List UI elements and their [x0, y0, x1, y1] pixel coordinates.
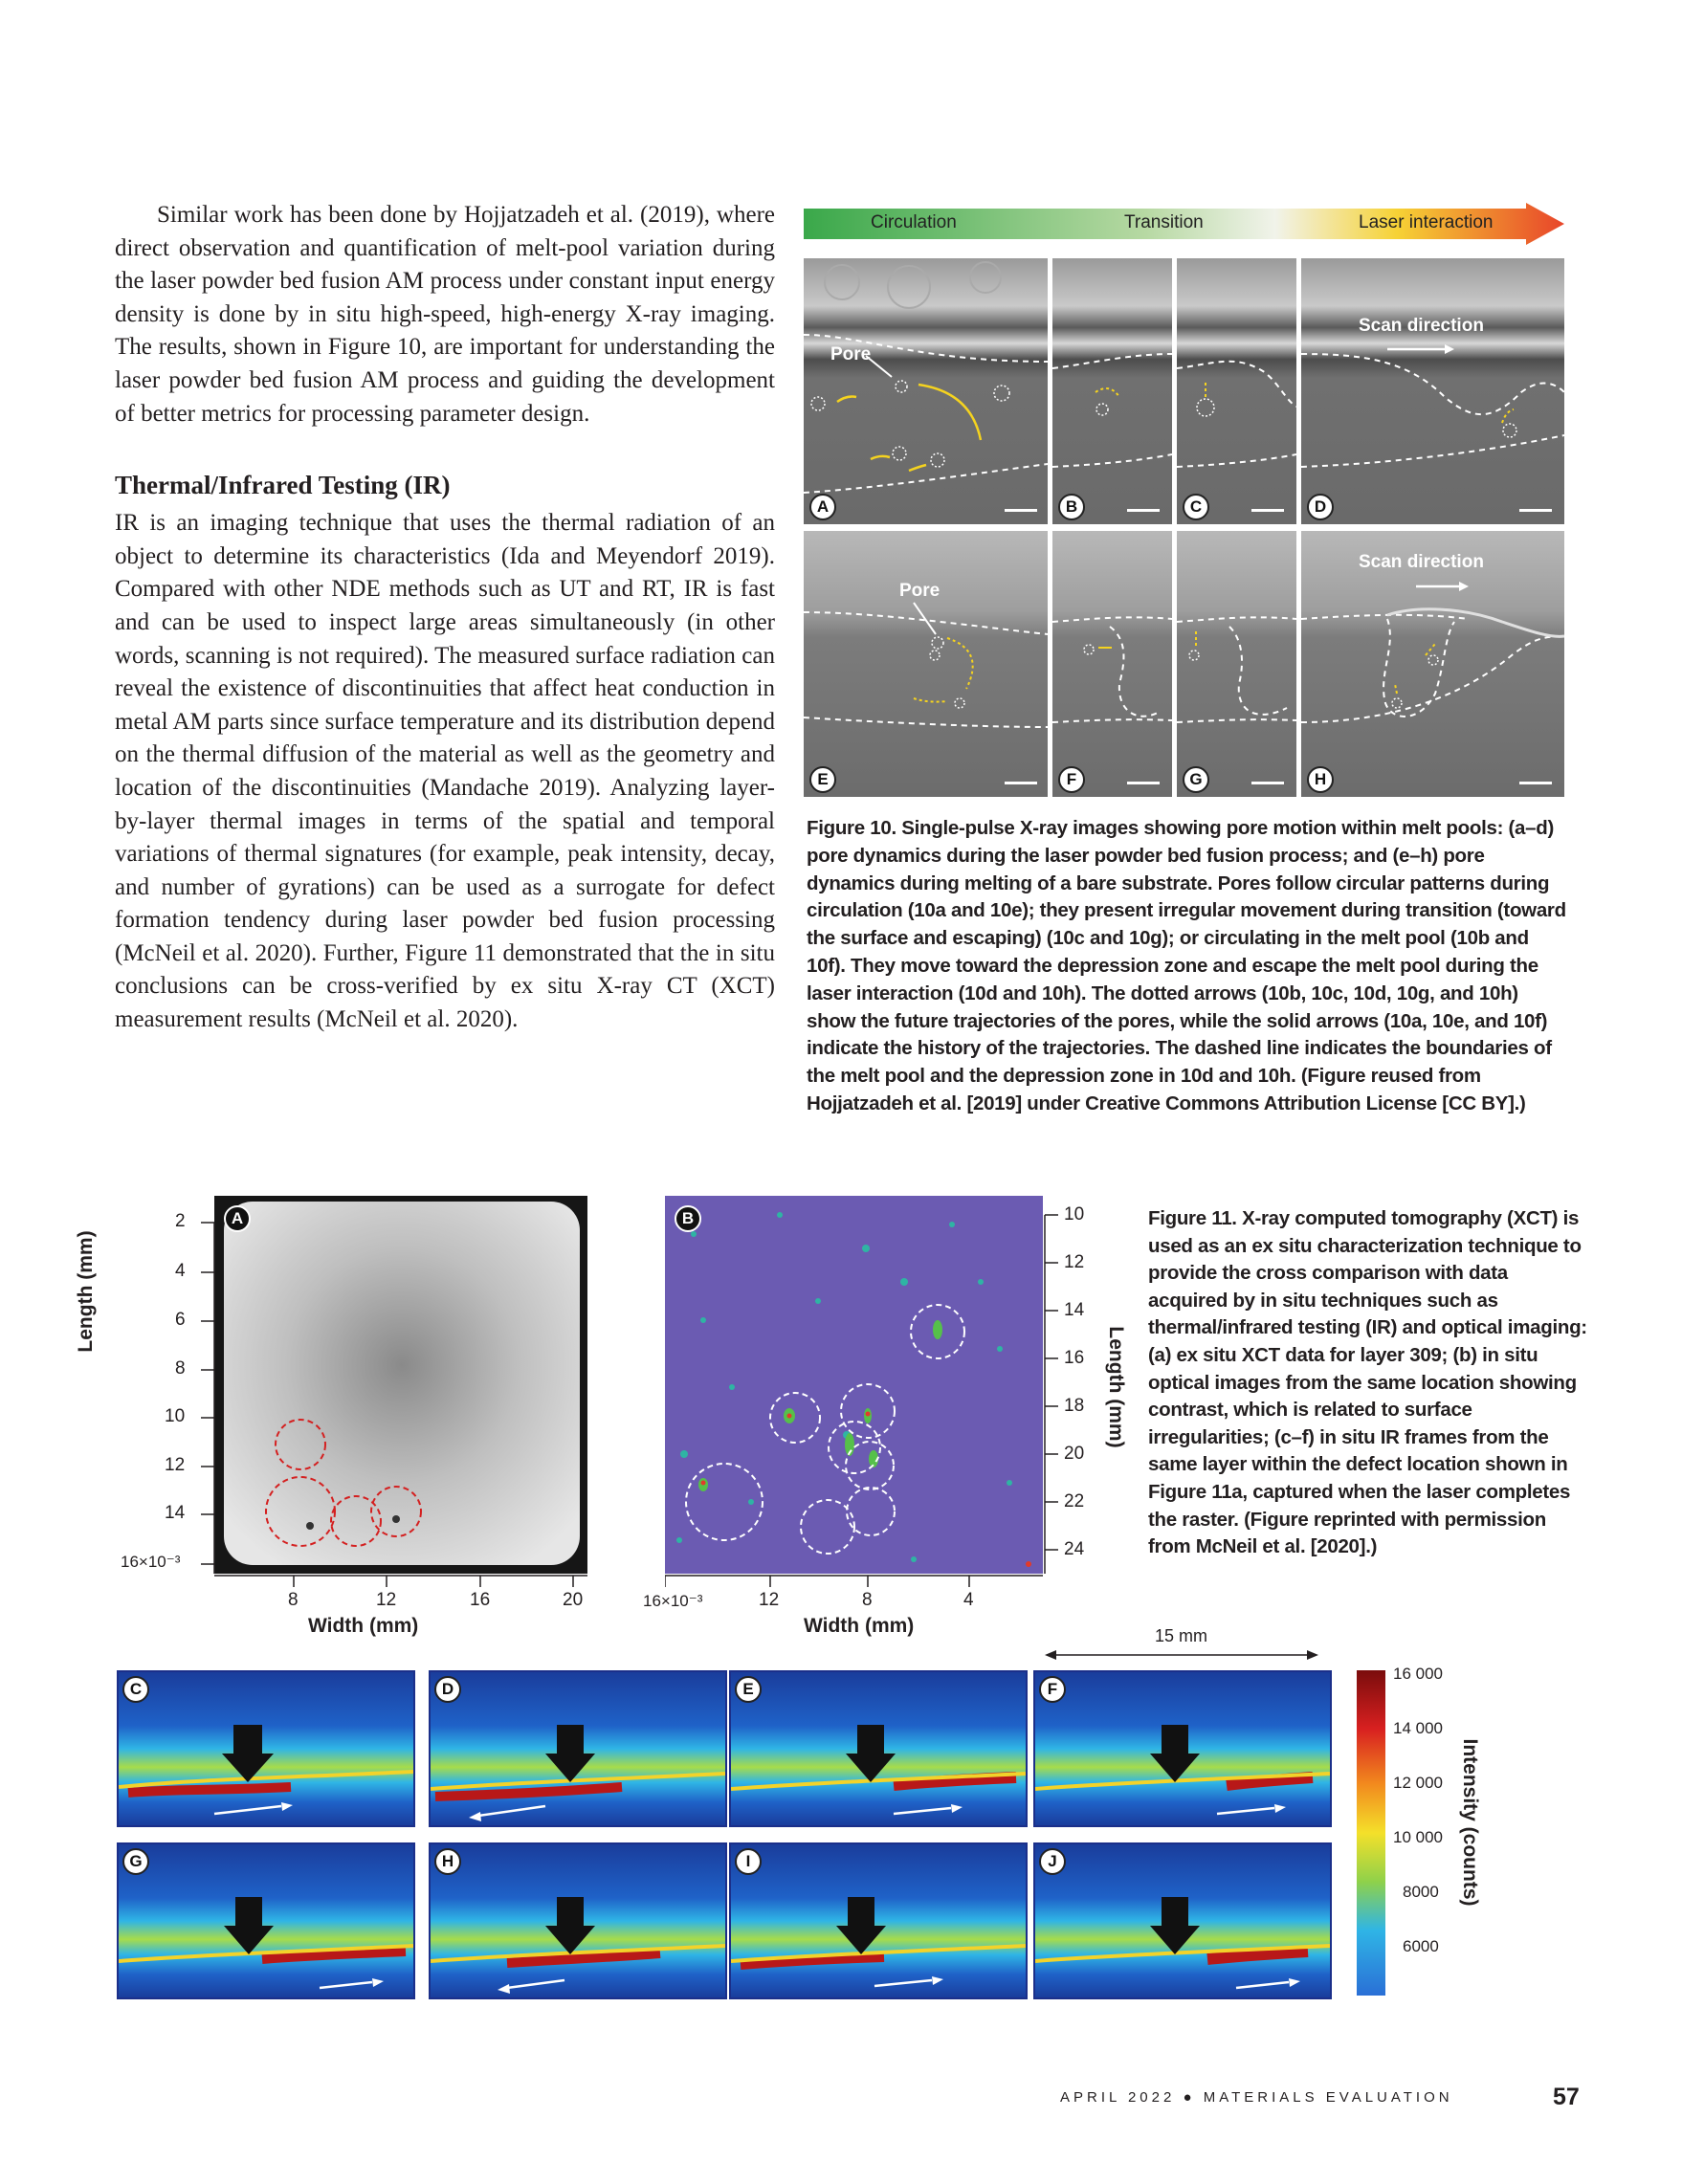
b-y-tick-14: 14 [1064, 1300, 1085, 1320]
xray-panel-d [1301, 258, 1564, 524]
badge-c: C [1183, 494, 1209, 520]
xray-panel-c [1177, 258, 1296, 524]
xray-panel-f [1052, 531, 1172, 797]
xray-panel-g [1177, 531, 1296, 797]
a-y-tick-10: 10 [165, 1406, 186, 1426]
a-y-tick-8: 8 [175, 1358, 186, 1379]
panel-b-x-axis [665, 1574, 1048, 1593]
ir-frame-c [117, 1670, 415, 1827]
badge-e: E [809, 766, 836, 793]
b-y-tick-18: 18 [1064, 1396, 1085, 1416]
scale-bar-d [1519, 509, 1552, 512]
scale-bar-f [1127, 782, 1160, 784]
a-x-tick-12: 12 [376, 1590, 397, 1610]
paragraph-2: IR is an imaging technique that uses the thermal radiation of an object to determine its characteristics (Ida and Meyendorf 2019). Compared with other NDE methods such as UT and RT, IR is fast and can be used to inspect large areas simultaneously (in other words, scanning is not required). The measured surface radiation can reveal the existence of discontinuities that affect heat conduction in metal AM parts since surface temperature and its distribution depend on the thermal diffusion of the material as well as the geometry and location of the discontinuities (Mandache 2019). Analyzing layer-by-layer thermal images in terms of the spatial and temporal variations of thermal signatures (for example, peak intensity, decay, and number of gyrations) can be used as a surrogate for defect formation tendency during laser powder bed fusion processing (McNeil et al. 2020). Further, Figure 11 demonstrated that the in situ conclusions can be cross-verified by ex situ X-ray CT (XCT) measurement results (McNeil et al. 2020). [115, 510, 775, 1033]
badge-ir-c: C [122, 1676, 149, 1703]
ir-frame-h [429, 1842, 727, 1999]
a-x-tick-8: 8 [288, 1590, 299, 1610]
badge-ir-e: E [735, 1676, 762, 1703]
paragraph-1: Similar work has been done by Hojjatzadeh et al. (2019), where direct observation and quantification of melt-pool variation during the laser powder bed fusion AM process under constant input energy density is done by in situ high-speed, high-energy X-ray imaging. The results, shown in Figure 10, are important for understanding the laser powder bed fusion AM process and guiding the development of better metrics for processing parameter design. [115, 202, 775, 427]
a-y-tick-16: 16×10⁻³ [121, 1553, 181, 1571]
panel-b-y-axis [1043, 1196, 1062, 1578]
pore-label-e: Pore [899, 581, 941, 601]
scale-bar-g [1251, 782, 1284, 784]
colorbar-label-text: Intensity (counts) [1459, 1738, 1481, 1907]
scan-direction-label-d: Scan direction [1359, 316, 1484, 336]
phase-gradient-bar [804, 203, 1564, 245]
b-y-tick-22: 22 [1064, 1491, 1085, 1511]
cb-tick-8000: 8000 [1403, 1883, 1439, 1901]
ir-frame-d [429, 1670, 727, 1827]
a-x-tick-16: 16 [470, 1590, 491, 1610]
badge-ir-d: D [434, 1676, 461, 1703]
b-x-tick-12: 12 [759, 1590, 780, 1610]
a-y-tick-2: 2 [175, 1211, 186, 1231]
b-y-tick-16: 16 [1064, 1348, 1085, 1368]
badge-xct-a: A [224, 1205, 251, 1232]
a-y-tick-4: 4 [175, 1261, 186, 1281]
scale-bar-h [1519, 782, 1552, 784]
scale-bar-e [1005, 782, 1037, 784]
section-heading: Thermal/Infrared Testing (IR) [115, 471, 451, 500]
panel-a-x-label: Width (mm) [308, 1615, 419, 1637]
cb-tick-12000: 12 000 [1393, 1774, 1443, 1792]
ir-frame-f [1033, 1670, 1332, 1827]
colorbar-label [1458, 1712, 1481, 1932]
body-text-column [115, 199, 775, 1037]
panel-a-y-label-text: Length (mm) [75, 1230, 97, 1353]
b-y-tick-12: 12 [1064, 1252, 1085, 1272]
b-y-tick-20: 20 [1064, 1444, 1085, 1464]
b-x-tick-8: 8 [862, 1590, 873, 1610]
badge-ir-h: H [434, 1848, 461, 1875]
a-y-tick-12: 12 [165, 1455, 186, 1475]
badge-h: H [1307, 766, 1334, 793]
badge-a: A [809, 494, 836, 520]
phase-transition: Transition [1124, 212, 1204, 232]
scale-arrow-15mm [1043, 1645, 1320, 1665]
optical-panel-b [665, 1196, 1043, 1574]
ir-frame-j [1033, 1842, 1332, 1999]
panel-b-y-label-text: Length (mm) [1105, 1326, 1127, 1448]
panel-a-y-axis [163, 1196, 220, 1598]
b-y-tick-10: 10 [1064, 1204, 1085, 1224]
panel-a-x-axis [214, 1574, 597, 1593]
cb-tick-16000: 16 000 [1393, 1665, 1443, 1683]
panel-a-y-label [75, 1196, 98, 1387]
a-x-tick-20: 20 [563, 1590, 584, 1610]
cb-tick-10000: 10 000 [1393, 1828, 1443, 1846]
a-y-tick-6: 6 [175, 1310, 186, 1330]
scale-bar-b [1127, 509, 1160, 512]
panel-b-x-label: Width (mm) [804, 1615, 915, 1637]
badge-optical-b: B [675, 1205, 701, 1232]
badge-ir-f: F [1039, 1676, 1066, 1703]
a-y-tick-14: 14 [165, 1503, 186, 1523]
phase-circulation: Circulation [871, 212, 957, 232]
scale-bar-a [1005, 509, 1037, 512]
ir-frame-e [729, 1670, 1028, 1827]
page-number: 57 [1553, 2084, 1580, 2110]
scale-15mm-label: 15 mm [1155, 1626, 1208, 1645]
ir-frame-g [117, 1842, 415, 1999]
intensity-colorbar [1357, 1670, 1385, 1996]
b-x-tick-4: 4 [963, 1590, 974, 1610]
xray-panel-e [804, 531, 1048, 797]
badge-ir-j: J [1039, 1848, 1066, 1875]
cb-tick-14000: 14 000 [1393, 1719, 1443, 1737]
badge-ir-i: I [735, 1848, 762, 1875]
badge-g: G [1183, 766, 1209, 793]
b-y-tick-24: 24 [1064, 1539, 1085, 1559]
ir-frame-i [729, 1842, 1028, 1999]
figure-11-caption: Figure 11. X-ray computed tomography (XCT) is used as an ex situ characterization technique to provide the cross comparison with data acquired by in situ techniques such as thermal/infrared testing (IR) and optical imaging: (a) ex situ XCT data for layer 309; (b) in situ optical images from the same location showing contrast, which is related to surface irregularities; (c–f) in situ IR frames from the same layer within the defect location shown in Figure 11a, captured when the laser completes the raster. (Figure reprinted with permission from McNeil et al. [2020].) [1148, 1207, 1587, 1558]
cb-tick-6000: 6000 [1403, 1937, 1439, 1955]
badge-f: F [1058, 766, 1085, 793]
scan-direction-label-h: Scan direction [1359, 552, 1484, 572]
b-x-tick-16: 16×10⁻³ [643, 1592, 703, 1610]
phase-laser-interaction: Laser interaction [1359, 212, 1494, 232]
pore-label-a: Pore [830, 344, 872, 364]
xray-panel-b [1052, 258, 1172, 524]
xray-panel-a [804, 258, 1048, 524]
journal-footer: APRIL 2022 ● MATERIALS EVALUATION [1060, 2089, 1453, 2106]
panel-b-y-label [1104, 1291, 1127, 1483]
scale-bar-c [1251, 509, 1284, 512]
xct-panel-a [214, 1196, 587, 1574]
badge-ir-g: G [122, 1848, 149, 1875]
badge-b: B [1058, 494, 1085, 520]
badge-d: D [1307, 494, 1334, 520]
xray-panel-h [1301, 531, 1564, 797]
figure-10-caption: Figure 10. Single-pulse X-ray images showing pore motion within melt pools: (a–d) pore dynamics during the laser powder bed fusion process; and (e–h) pore dynamics during melting of a bare substrate. Pores follow circular patterns during circulation (10a and 10e); they present irregular movement during transition (toward the surface and escaping) (10c and 10g); or circulating in the melt pool (10b and 10f). They move toward the depression zone and escape the melt pool during the laser interaction (10d and 10h). The dotted arrows (10b, 10c, 10d, 10g, and 10h) show the future trajectories of the pores, while the solid arrows (10a, 10e, and 10f) indicate the history of the trajectories. The dashed line indicates the boundaries of the melt pool and the depression zone in 10d and 10h. (Figure reused from Hojjatzadeh et al. [2019] under Creative Commons Attribution License [CC BY].) [807, 817, 1566, 1114]
